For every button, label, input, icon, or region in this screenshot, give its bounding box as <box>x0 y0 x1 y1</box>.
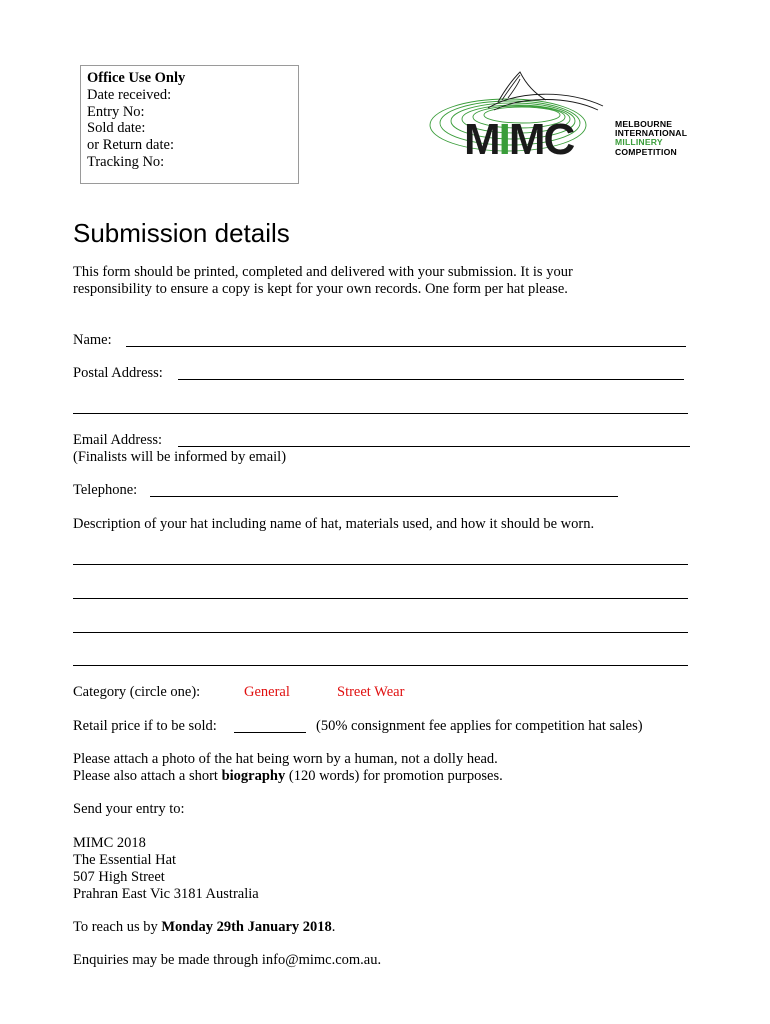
photo-line-2-pre: Please also attach a short <box>73 768 222 784</box>
email-note: (Finalists will be informed by email) <box>73 449 287 465</box>
photo-line-1: Please attach a photo of the hat being worn by a human, not a dolly head. <box>73 751 498 767</box>
address-line-4: Prahran East Vic 3181 Australia <box>73 886 259 902</box>
telephone-label: Telephone: <box>73 482 138 498</box>
office-date-received: Date received: <box>87 86 172 103</box>
category-option-general[interactable]: General <box>244 684 290 700</box>
name-label: Name: <box>73 332 112 348</box>
postal-field[interactable] <box>178 379 684 380</box>
logo-subtitle <box>615 120 687 157</box>
description-field-line-1[interactable] <box>73 564 688 565</box>
mimc-logo <box>428 70 618 160</box>
photo-line-2-post: (120 words) for promotion purposes. <box>285 768 503 784</box>
telephone-field[interactable] <box>150 496 618 497</box>
email-label: Email Address: <box>73 432 163 448</box>
address-line-1: MIMC 2018 <box>73 835 146 851</box>
description-field-line-3[interactable] <box>73 632 688 633</box>
address-line-3: 507 High Street <box>73 869 165 885</box>
email-field[interactable] <box>178 446 690 447</box>
description-label: Description of your hat including name of hat, materials used, and how it should be worn. <box>73 516 595 532</box>
logo-line-international: INTERNATIONAL <box>615 128 688 139</box>
deadline-date: Monday 29th January 2018 <box>161 919 332 935</box>
name-field[interactable] <box>126 346 686 347</box>
description-field-line-4[interactable] <box>73 665 688 666</box>
logo-line-competition: COMPETITION <box>615 146 677 157</box>
intro-line-2: responsibility to ensure a copy is kept for your own records. One form per hat please. <box>73 281 568 297</box>
send-to-label: Send your entry to: <box>73 801 185 817</box>
address-line-2: The Essential Hat <box>73 852 177 868</box>
enquiries-text: Enquiries may be made through info@mimc.com.au. <box>73 952 382 968</box>
intro-line-1: This form should be printed, completed and delivered with your submission. It is your <box>73 264 573 280</box>
photo-instructions <box>73 751 503 785</box>
intro-text <box>73 264 573 298</box>
biography-emphasis: biography <box>221 768 286 784</box>
deadline-text <box>73 919 335 936</box>
office-use-text <box>87 70 185 171</box>
logo-line-melbourne: MELBOURNE <box>615 119 673 129</box>
retail-label: Retail price if to be sold: <box>73 718 217 734</box>
office-return-date: or Return date: <box>87 137 174 154</box>
description-field-line-2[interactable] <box>73 598 688 599</box>
postal-field-line-2[interactable] <box>73 413 688 414</box>
office-use-title: Office Use Only <box>87 70 186 86</box>
category-label: Category (circle one): <box>73 684 201 700</box>
photo-line-2 <box>73 768 503 785</box>
logo-wordmark: MIMC <box>464 115 574 160</box>
office-sold-date: Sold date: <box>87 120 146 137</box>
retail-note: (50% consignment fee applies for competition hat sales) <box>316 718 643 734</box>
category-option-street-wear[interactable]: Street Wear <box>337 684 405 700</box>
page-title: Submission details <box>73 218 290 248</box>
deadline-pre: To reach us by <box>73 919 162 935</box>
mailing-address <box>73 835 259 903</box>
postal-label: Postal Address: <box>73 365 163 381</box>
office-entry-no: Entry No: <box>87 103 145 120</box>
logo-line-millinery: MILLINERY <box>615 137 663 148</box>
deadline-post: . <box>331 919 336 935</box>
office-tracking-no: Tracking No: <box>87 153 165 170</box>
retail-price-field[interactable] <box>234 732 306 733</box>
